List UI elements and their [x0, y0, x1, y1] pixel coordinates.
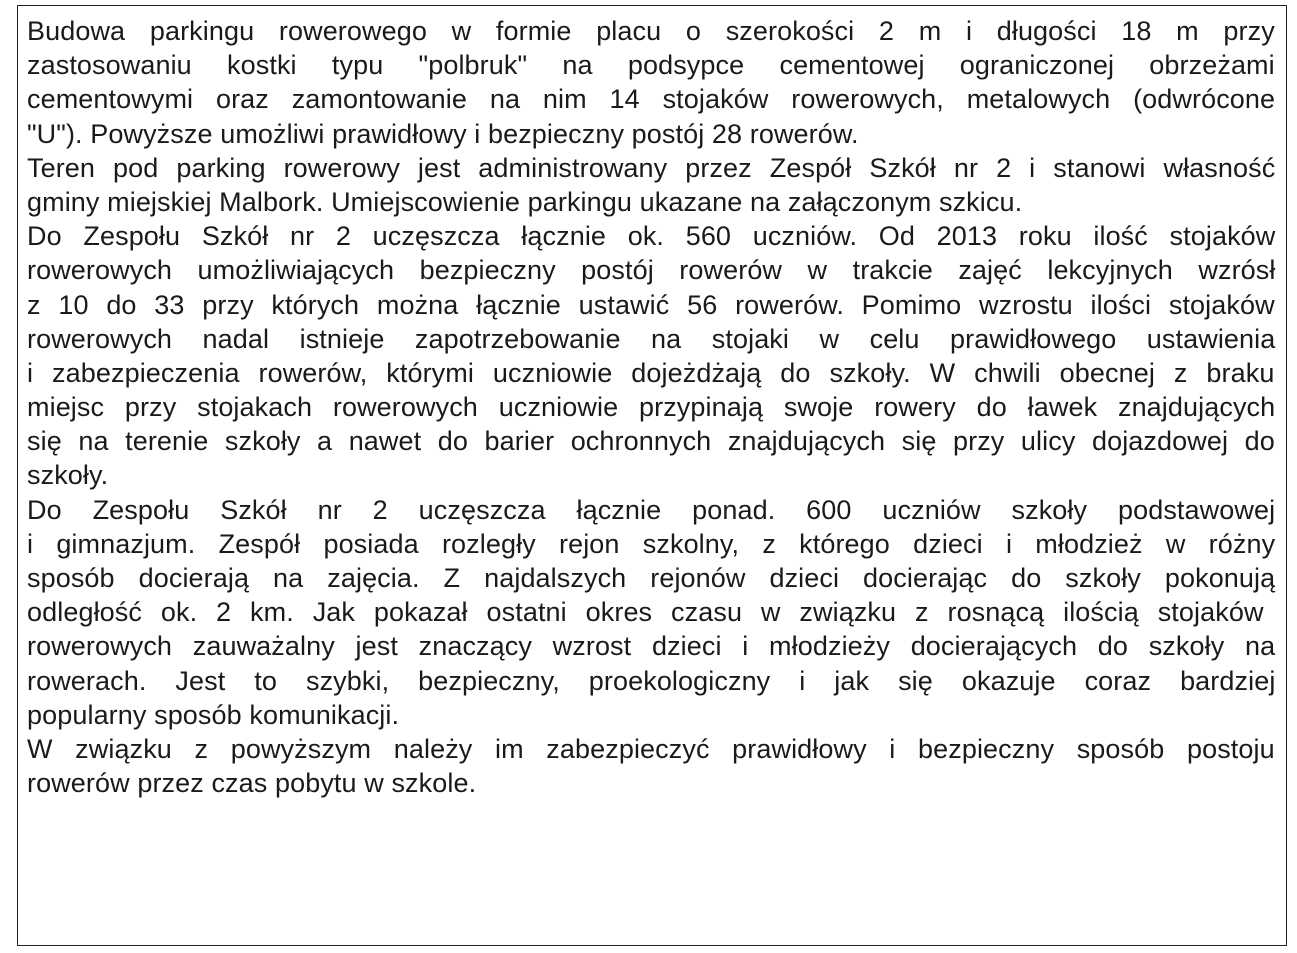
- text-line: Do Zespołu Szkół nr 2 uczęszcza łącznie ponad. 600 uczniów szkoły podstawowej: [27, 494, 1276, 525]
- document-frame: [17, 5, 1287, 946]
- text-line: rowerach. Jest to szybki, bezpieczny, proekologiczny i jak się okazuje coraz bardziej: [27, 665, 1276, 696]
- text-line: z 10 do 33 przy których można łącznie ustawić 56 rowerów. Pomimo wzrostu ilości stojaków: [27, 289, 1275, 320]
- text-line: i zabezpieczenia rowerów, którymi uczniowie dojeżdżają do szkoły. W chwili obecnej z braku: [27, 357, 1275, 388]
- text-line: popularny sposób komunikacji.: [27, 699, 400, 730]
- text-line: rowerowych nadal istnieje zapotrzebowanie na stojaki w celu prawidłowego ustawienia: [27, 323, 1276, 354]
- paragraph-land-ownership: [27, 151, 1275, 219]
- document-body: [27, 14, 1275, 800]
- paragraph-school-region: [27, 493, 1275, 732]
- text-line: zastosowaniu kostki typu "polbruk" na podsypce cementowej ograniczonej obrzeżami: [27, 50, 1275, 81]
- text-line: rowerowych umożliwiających bezpieczny postój rowerów w trakcie zajęć lekcyjnych wzrósł: [27, 255, 1276, 286]
- text-line: rowerów przez czas pobytu w szkole.: [27, 768, 477, 799]
- text-line: Do Zespołu Szkół nr 2 uczęszcza łącznie ok. 560 uczniów. Od 2013 roku ilość stojaków: [27, 221, 1276, 252]
- text-line: Budowa parkingu rowerowego w formie placu o szerokości 2 m i długości 18 m przy: [27, 16, 1275, 46]
- text-line: szkoły.: [27, 460, 109, 491]
- text-line: odległość ok. 2 km. Jak pokazał ostatni okres czasu w związku z rosnącą ilością stojaków: [27, 597, 1264, 628]
- text-line: W związku z powyższym należy im zabezpieczyć prawidłowy i bezpieczny sposób postoju: [27, 733, 1275, 764]
- text-line: "U"). Powyższe umożliwi prawidłowy i bezpieczny postój 28 rowerów.: [27, 118, 859, 149]
- text-line: sposób docierają na zajęcia. Z najdalszych rejonów dzieci docierając do szkoły pokonują: [27, 563, 1276, 593]
- text-line: cementowymi oraz zamontowanie na nim 14 stojaków rowerowych, metalowych (odwrócone: [27, 84, 1276, 115]
- text-line: miejsc przy stojakach rowerowych uczniowie przypinają swoje rowery do ławek znajdujących: [27, 392, 1276, 423]
- text-line: i gimnazjum. Zespół posiada rozległy rejon szkolny, z którego dzieci i młodzież w różny: [27, 528, 1276, 559]
- text-line: gminy miejskiej Malbork. Umiejscowienie parkingu ukazane na załączonym szkicu.: [27, 186, 1023, 217]
- text-line: Teren pod parking rowerowy jest administrowany przez Zespół Szkół nr 2 i stanowi własność: [27, 152, 1276, 183]
- paragraph-project-description: [27, 14, 1275, 151]
- paragraph-conclusion: [27, 732, 1275, 800]
- text-line: się na terenie szkoły a nawet do barier ochronnych znajdujących się przy ulicy dojazdowej do: [27, 426, 1275, 457]
- text-line: rowerowych zauważalny jest znaczący wzrost dzieci i młodzieży docierających do szkoły na: [27, 631, 1276, 662]
- paragraph-current-situation: [27, 219, 1275, 493]
